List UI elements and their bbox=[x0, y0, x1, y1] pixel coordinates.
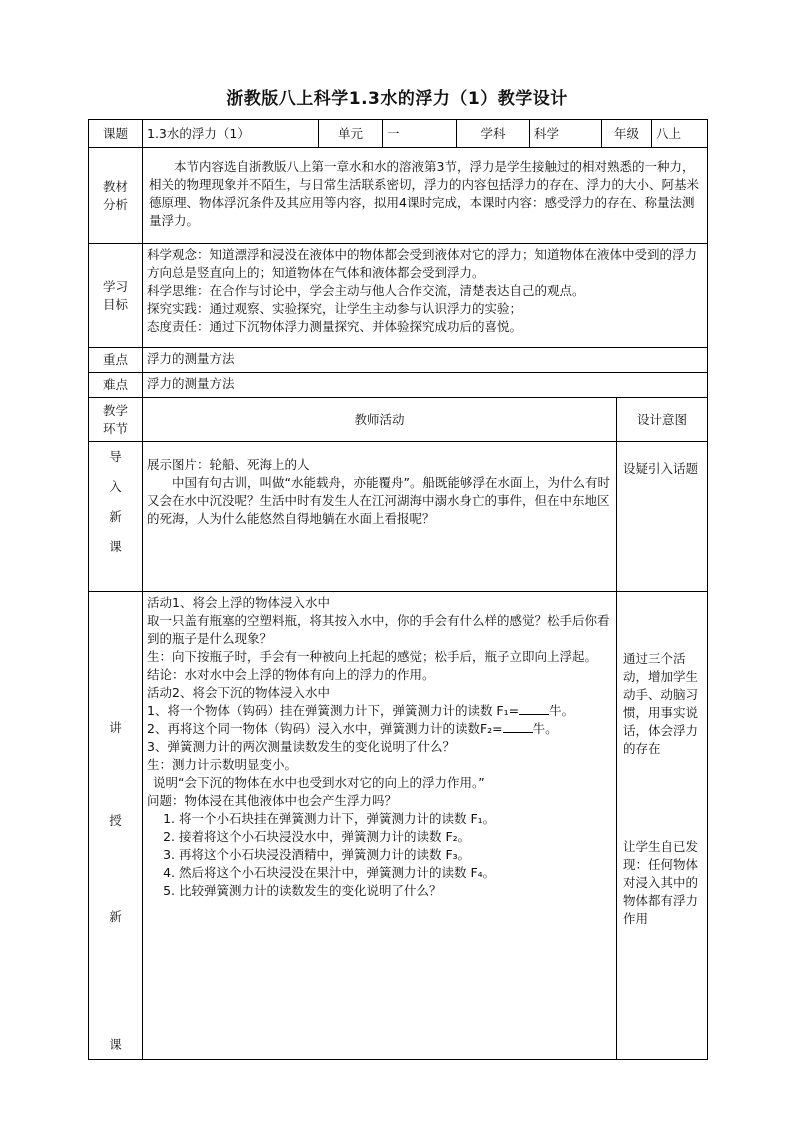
list-item: 5. 比较弹簧测力计的读数发生的变化说明了什么？ bbox=[179, 882, 612, 900]
intent-header: 设计意图 bbox=[617, 398, 708, 442]
intro-intent: 设疑引入话题 bbox=[617, 442, 708, 592]
lecture-line: 结论：水对水中会上浮的物体有向上的浮力的作用。 bbox=[147, 667, 435, 682]
unit-key: 单元 bbox=[319, 120, 383, 148]
list-item: 4. 然后将这个小石块浸没在果汁中，弹簧测力计的读数 F₄。 bbox=[179, 864, 612, 882]
question: 问题：物体浸在其他液体中也会产生浮力吗？ bbox=[147, 793, 398, 808]
lecture-step-char: 课 bbox=[109, 1037, 122, 1052]
goal-line: 探究实践：通过观察、实验探究，让学生主动参与认识浮力的实验； bbox=[147, 301, 523, 316]
lecture-line: 活动1、将会上浮的物体浸入水中 bbox=[147, 595, 330, 610]
goal-line: 科学思维：在合作与讨论中，学会主动与他人合作交流，清楚表达自己的观点。 bbox=[147, 283, 585, 298]
list-item: 1. 将一个小石块挂在弹簧测力计下，弹簧测力计的读数 F₁。 bbox=[179, 810, 612, 828]
goals-label: 学习 目标 bbox=[89, 244, 143, 348]
topic-value: 1.3水的浮力（1） bbox=[143, 120, 319, 148]
intro-line: 展示图片：轮船、死海上的人 bbox=[147, 457, 310, 472]
info-table bbox=[88, 119, 708, 398]
step2-text: 2、再将这个同一物体（钩码）浸入水中，弹簧测力计的读数F₂= bbox=[147, 721, 503, 736]
topic-key: 课题 bbox=[89, 120, 143, 148]
answer-blank bbox=[503, 720, 533, 733]
step3-text: 3、弹簧测力计的两次测量读数发生的变化说明了什么？ bbox=[147, 739, 455, 754]
intro-step bbox=[89, 442, 143, 592]
subject-value: 科学 bbox=[530, 120, 602, 148]
lecture-step bbox=[89, 592, 143, 1060]
explanation: 说明“会下沉的物体在水中也受到水对它的向上的浮力作用。” bbox=[153, 775, 485, 790]
process-table bbox=[88, 397, 708, 1060]
list-item: 2. 接着将这个小石块浸没水中，弹簧测力计的读数 F₂。 bbox=[179, 828, 612, 846]
teacher-header: 教师活动 bbox=[143, 398, 617, 442]
difficulty-text: 浮力的测量方法 bbox=[143, 373, 708, 398]
goal-line: 态度责任：通过下沉物体浮力测量探究、并体验探究成功后的喜悦。 bbox=[147, 319, 523, 334]
step2-unit: 牛。 bbox=[532, 721, 558, 736]
key-label: 重点 bbox=[89, 348, 143, 373]
experiment-list bbox=[147, 810, 612, 900]
intro-step-char: 导 bbox=[109, 449, 122, 464]
lecture-intent-2: 让学生自已发现：任何物体对浸入其中的物体都有浮力作用 bbox=[623, 839, 699, 926]
step1-text: 1、将一个物体（钩码）挂在弹簧测力计下，弹簧测力计的读数 F₁= bbox=[147, 703, 520, 718]
lecture-intent-1: 通过三个活动，增加学生动手、动脑习惯，用事实说话，体会浮力的存在 bbox=[623, 651, 699, 756]
intro-step-char: 入 bbox=[109, 479, 122, 494]
subject-key: 学科 bbox=[457, 120, 530, 148]
grade-value: 八上 bbox=[652, 120, 708, 148]
lecture-line: 活动2、将会下沉的物体浸入水中 bbox=[147, 685, 330, 700]
lecture-step-char: 讲 bbox=[109, 720, 122, 735]
unit-value: 一 bbox=[383, 120, 457, 148]
goal-line: 科学观念：知道漂浮和浸没在液体中的物体都会受到液体对它的浮力；知道物体在液体中受到的浮力方向总是竖直向上的；知道物体在气体和液体都会受到浮力。 bbox=[147, 247, 698, 280]
intro-paragraph: 中国有句古训，叫做“水能载舟，亦能覆舟”。船既能够浮在水面上，为什么有时又会在水中沉没呢？生活中时有发生人在江河湖海中溺水身亡的事件，但在中东地区的死海，人为什么能悠然自得地躺在水面上看报呢？ bbox=[147, 475, 610, 526]
list-item: 3. 再将这个小石块浸没酒精中，弹簧测力计的读数 F₃。 bbox=[179, 846, 612, 864]
grade-key: 年级 bbox=[602, 120, 652, 148]
intro-step-char: 新 bbox=[109, 509, 122, 524]
intro-step-char: 课 bbox=[109, 539, 122, 554]
lecture-step-char: 新 bbox=[109, 909, 122, 924]
difficulty-label: 难点 bbox=[89, 373, 143, 398]
student-answer: 生：测力计示数明显变小。 bbox=[147, 757, 298, 772]
lecture-line: 生：向下按瓶子时，手会有一种被向上托起的感觉；松手后，瓶子立即向上浮起。 bbox=[147, 649, 598, 664]
lecture-step-char: 授 bbox=[109, 813, 122, 828]
lecture-line: 取一只盖有瓶塞的空塑料瓶，将其按入水中，你的手会有什么样的感觉？松手后你看到的瓶子是什么现象？ bbox=[147, 613, 610, 646]
step1-unit: 牛。 bbox=[549, 703, 575, 718]
key-text: 浮力的测量方法 bbox=[143, 348, 708, 373]
answer-blank bbox=[519, 702, 549, 715]
material-label: 教材 分析 bbox=[89, 148, 143, 244]
material-text: 本节内容选自浙教版八上第一章水和水的溶液第3节，浮力是学生接触过的相对熟悉的一种力，相关的物理现象并不陌生，与日常生活联系密切，浮力的内容包括浮力的存在、浮力的大小、阿基米德原理、物体浮沉条件及其应用等内容，拟用4课时完成，本课时内容：感受浮力的存在、称量法测量浮力。 bbox=[149, 159, 700, 228]
step-header: 教学 环节 bbox=[89, 398, 143, 442]
page-title: 浙教版八上科学1.3水的浮力（1）教学设计 bbox=[226, 89, 568, 109]
